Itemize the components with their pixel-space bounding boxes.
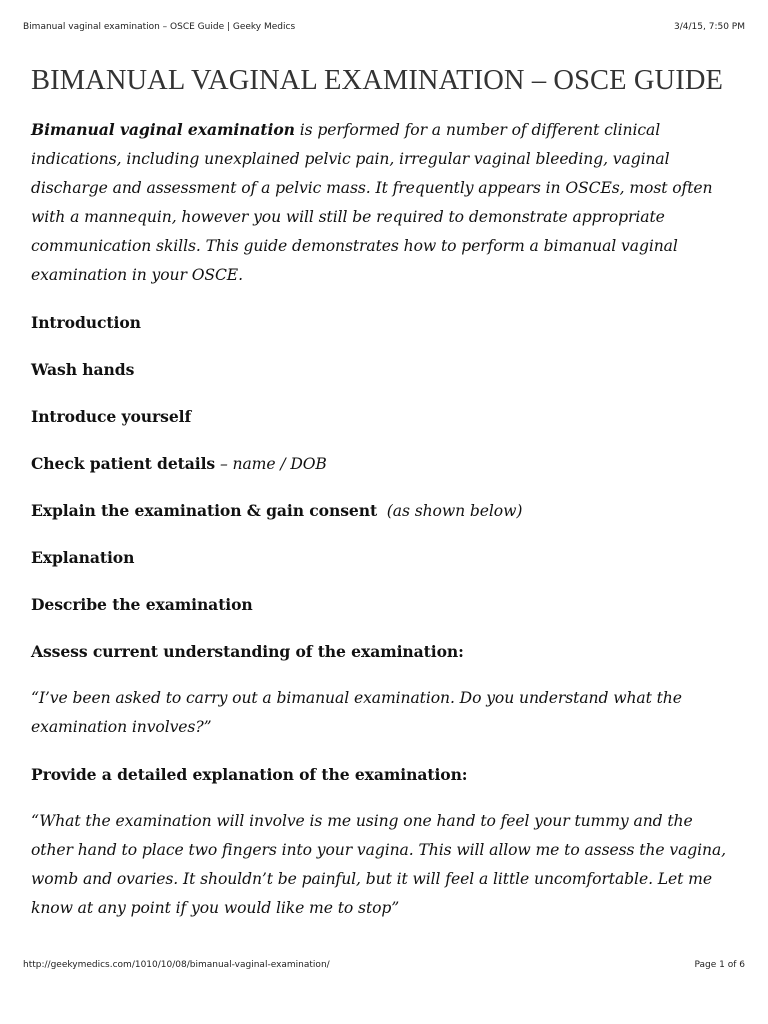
step-provide-explanation: Provide a detailed explanation of the examination: [31,765,468,784]
section-explanation: Explanation [31,548,135,567]
explain-consent-label: Explain the examination & gain consent [31,501,378,520]
intro-bold-term: Bimanual vaginal examination [31,120,295,139]
check-details-extra: – name / DOB [215,455,327,473]
explain-consent-extra: (as shown below) [377,502,523,520]
step-explain-consent [31,496,739,525]
article [31,62,739,923]
print-footer-page: Page 1 of 6 [694,960,745,970]
intro-paragraph [31,115,739,290]
print-footer-url: http://geekymedics.com/1010/10/08/bimanual-vaginal-examination/ [23,960,330,970]
section-introduction: Introduction [31,313,141,332]
step-describe: Describe the examination [31,595,253,614]
step-introduce-yourself: Introduce yourself [31,407,192,426]
print-footer [23,960,745,974]
provide-quote: “What the examination will involve is me using one hand to feel your tummy and the other hand to place two fingers into your vagina. This will allow me to assess the vagina, womb and ovaries. It shouldn’t be painful, but it will feel a little uncomfortable. Let me know at any point if you would like me to stop” [31,812,727,917]
article-title: BIMANUAL VAGINAL EXAMINATION – OSCE GUIDE [31,65,724,96]
print-header-datetime: 3/4/15, 7:50 PM [674,22,745,32]
step-wash-hands: Wash hands [31,360,135,379]
assess-quote: “I’ve been asked to carry out a bimanual examination. Do you understand what the examination involves?” [31,689,682,736]
print-header-title: Bimanual vaginal examination – OSCE Guide | Geeky Medics [23,22,296,32]
intro-text: is performed for a number of different clinical indications, including unexplained pelvic pain, irregular vaginal bleeding, vaginal discharge and assessment of a pelvic mass. It frequently appears in OSCEs, most often with a mannequin, however you will still be required to demonstrate appropriate communication skills. This guide demonstrates how to perform a bimanual vaginal examination in your OSCE. [31,121,713,284]
check-details-label: Check patient details [31,454,216,473]
print-header [23,22,745,36]
step-assess-understanding: Assess current understanding of the examination: [31,642,464,661]
step-check-details [31,449,739,478]
